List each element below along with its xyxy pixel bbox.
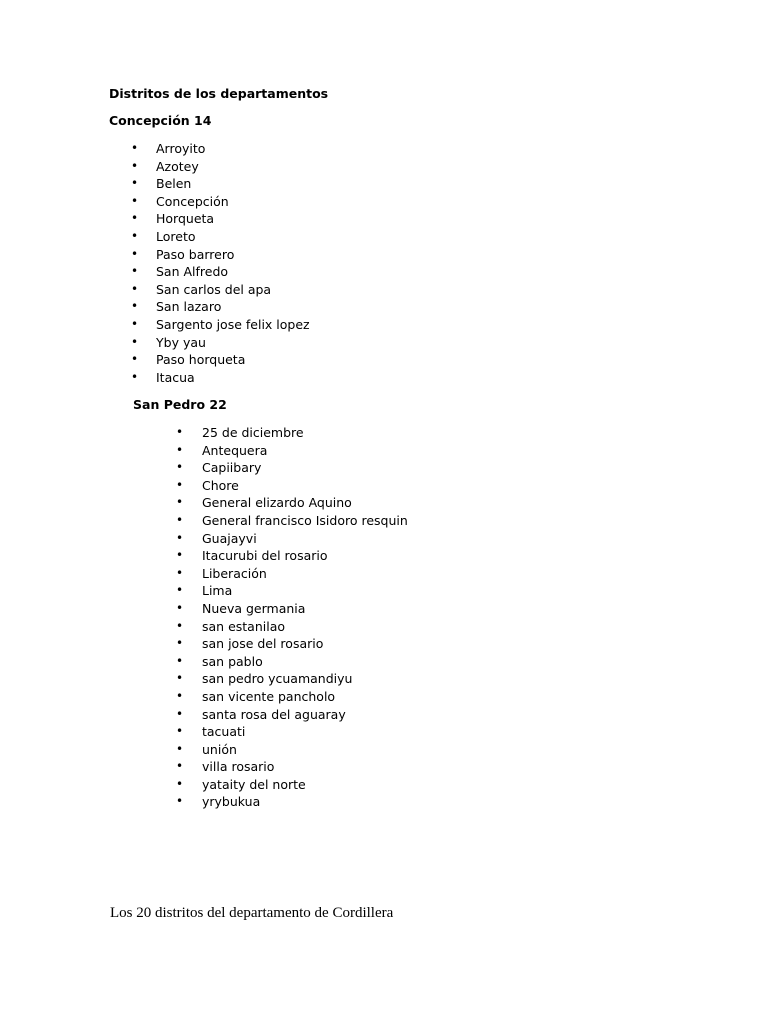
bullet-icon: • <box>176 776 184 791</box>
cordillera-intro-text: Los 20 distritos del departamento de Cordillera <box>110 905 394 921</box>
district-list-item <box>131 210 310 228</box>
district-name: Belen <box>156 176 192 192</box>
district-name: Arroyito <box>156 141 206 156</box>
bullet-icon: • <box>176 548 184 563</box>
bullet-icon: • <box>131 141 139 155</box>
district-list-item <box>131 228 310 246</box>
district-name: Liberación <box>202 565 267 581</box>
bullet-icon: • <box>176 512 184 527</box>
bullet-icon: • <box>176 618 184 633</box>
bullet-icon: • <box>176 759 184 774</box>
district-list-item <box>131 351 310 369</box>
district-name: santa rosa del aguaray <box>202 706 346 722</box>
district-list-item <box>176 723 408 741</box>
bullet-icon: • <box>131 264 139 279</box>
bullet-icon: • <box>131 334 139 349</box>
district-list-item <box>176 565 408 583</box>
district-name: San Alfredo <box>156 264 229 280</box>
district-name: san estanilao <box>202 618 286 634</box>
bullet-icon: • <box>176 530 184 545</box>
district-list-item <box>176 530 408 548</box>
district-name: san pablo <box>202 653 263 669</box>
district-list-item <box>176 547 408 565</box>
district-list-item <box>176 477 408 495</box>
district-name: San lazaro <box>156 299 222 315</box>
bullet-icon: • <box>131 316 139 331</box>
bullet-icon: • <box>176 688 184 703</box>
district-list-item <box>176 635 408 653</box>
bullet-icon: • <box>131 176 139 191</box>
district-list-item <box>176 741 408 759</box>
bullet-icon: • <box>131 158 139 173</box>
bullet-icon: • <box>131 246 139 261</box>
bullet-icon: • <box>176 724 184 739</box>
district-name: san vicente pancholo <box>202 688 336 704</box>
bullet-icon: • <box>176 565 184 580</box>
bullet-icon: • <box>131 211 139 226</box>
district-name: Azotey <box>156 158 199 174</box>
district-name: Concepción <box>156 193 229 209</box>
district-list-item <box>176 758 408 776</box>
district-list-item <box>131 316 310 334</box>
district-name: 25 de diciembre <box>202 425 304 440</box>
bullet-icon: • <box>176 477 184 492</box>
bullet-icon: • <box>176 460 184 475</box>
district-name: unión <box>202 741 237 757</box>
district-name: tacuati <box>202 724 246 740</box>
district-list-item <box>131 334 310 352</box>
bullet-icon: • <box>176 671 184 686</box>
district-list-item <box>131 175 310 193</box>
bullet-icon: • <box>176 741 184 756</box>
district-name: villa rosario <box>202 759 275 775</box>
district-list-item <box>176 512 408 530</box>
district-list-item <box>131 263 310 281</box>
bullet-icon: • <box>131 228 139 243</box>
bullet-icon: • <box>176 636 184 651</box>
district-name: Itacurubi del rosario <box>202 548 328 564</box>
district-list-item <box>176 670 408 688</box>
district-name: Itacua <box>156 369 195 385</box>
district-list-item <box>176 600 408 618</box>
district-name: General francisco Isidoro resquin <box>202 512 408 528</box>
district-list-item <box>176 582 408 600</box>
bullet-icon: • <box>176 442 184 457</box>
district-name: yataity del norte <box>202 776 306 792</box>
district-list-item <box>176 653 408 671</box>
bullet-icon: • <box>176 425 184 439</box>
district-list-item <box>131 246 310 264</box>
district-name: Antequera <box>202 442 268 458</box>
district-list-item <box>176 776 408 794</box>
district-name: Capiibary <box>202 460 262 476</box>
bullet-icon: • <box>131 352 139 367</box>
district-name: Sargento jose felix lopez <box>156 316 310 332</box>
district-list-item <box>176 494 408 512</box>
bullet-icon: • <box>176 495 184 510</box>
district-name: Nueva germania <box>202 600 306 616</box>
district-list-item <box>176 618 408 636</box>
section-heading-san-pedro: San Pedro 22 <box>133 397 227 412</box>
district-list-item <box>131 281 310 299</box>
district-name: Paso barrero <box>156 246 235 262</box>
district-list-concepcion <box>131 140 310 386</box>
section-heading-concepcion: Concepción 14 <box>109 113 212 128</box>
district-list-item <box>176 688 408 706</box>
district-name: Lima <box>202 583 233 599</box>
district-list-item <box>176 424 408 442</box>
bullet-icon: • <box>176 653 184 668</box>
district-list-item <box>176 793 408 811</box>
district-name: Yby yau <box>156 334 206 350</box>
district-name: Loreto <box>156 228 196 244</box>
bullet-icon: • <box>176 706 184 721</box>
district-name: yrybukua <box>202 794 261 810</box>
bullet-icon: • <box>176 794 184 809</box>
district-name: Paso horqueta <box>156 352 246 368</box>
document-title: Distritos de los departamentos <box>109 86 329 101</box>
district-name: san jose del rosario <box>202 636 324 652</box>
bullet-icon: • <box>131 299 139 314</box>
bullet-icon: • <box>131 281 139 296</box>
district-list-item <box>131 298 310 316</box>
bullet-icon: • <box>131 193 139 208</box>
district-list-item <box>176 442 408 460</box>
district-list-item <box>131 193 310 211</box>
district-list-item <box>131 158 310 176</box>
district-name: Guajayvi <box>202 530 257 546</box>
district-list-item <box>131 140 310 158</box>
bullet-icon: • <box>176 600 184 615</box>
district-name: San carlos del apa <box>156 281 272 297</box>
district-list-item <box>131 369 310 387</box>
district-name: Chore <box>202 477 239 493</box>
bullet-icon: • <box>176 583 184 598</box>
district-name: san pedro ycuamandiyu <box>202 671 353 687</box>
district-name: Horqueta <box>156 211 215 227</box>
bullet-icon: • <box>131 369 139 384</box>
district-name: General elizardo Aquino <box>202 495 352 511</box>
district-list-item <box>176 459 408 477</box>
district-list-san-pedro <box>176 424 408 811</box>
district-list-item <box>176 706 408 724</box>
